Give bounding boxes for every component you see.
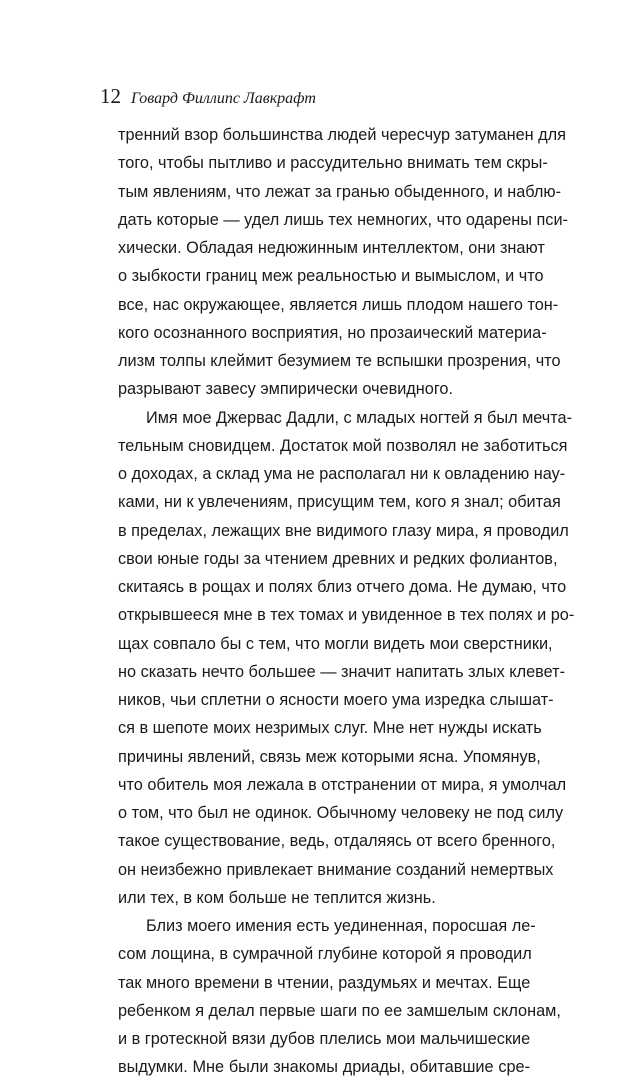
text-line: кого осознанного восприятия, но прозаический материа-	[118, 323, 547, 342]
text-line: свои юные годы за чтением древних и редких фолиантов,	[118, 549, 558, 568]
text-line: ников, чьи сплетни о ясности моего ума изредка слышат-	[118, 691, 554, 709]
text-line: ся в шепоте моих незримых слуг. Мне нет нужды искать	[118, 719, 542, 738]
text-line: того, чтобы пытливо и рассудительно внимать тем скры-	[118, 154, 548, 173]
text-line: тренний взор большинства людей чересчур затуманен для	[118, 126, 566, 144]
text-line: лизм толпы клеймит безумием те вспышки прозрения, что	[118, 352, 561, 370]
text-line: тым явлениям, что лежат за гранью обыденного, и наблю-	[118, 182, 561, 201]
text-line: ребенком я делал первые шаги по ее замшелым склонам,	[118, 1001, 561, 1020]
text-line: о том, что был не одинок. Обычному человеку не под силу	[118, 804, 564, 822]
running-title: Говард Филлипс Лавкрафт	[131, 90, 316, 107]
text-line: все, нас окружающее, является лишь плодом нашего тон-	[118, 295, 559, 314]
text-line: что обитель моя лежала в отстранении от мира, я умолчал	[118, 775, 567, 794]
text-line: такое существование, ведь, отдаляясь от всего бренного,	[118, 832, 556, 851]
text-line: дать которые — удел лишь тех немногих, что одарены пси-	[118, 210, 568, 229]
text-line: о зыбкости границ меж реальностью и вымыслом, и что	[118, 267, 544, 286]
text-line: он неизбежно привлекает внимание созданий немертвых	[118, 860, 554, 879]
text-line: или тех, в ком больше не теплится жизнь.	[118, 888, 436, 907]
text-line: Имя мое Джервас Дадли, с младых ногтей я был мечта-	[146, 408, 573, 427]
running-head	[100, 84, 316, 114]
text-line: выдумки. Мне были знакомы дриады, обитавшие сре-	[118, 1058, 530, 1077]
text-line: разрывают завесу эмпирически очевидного.	[118, 380, 454, 399]
text-line: сом лощина, в сумрачной глубине которой я проводил	[118, 945, 532, 964]
text-line: скитаясь в рощах и полях близ отчего дома. Не думаю, что	[118, 578, 567, 596]
text-line: открывшееся мне в тех томах и увиденное в тех полях и ро-	[118, 606, 575, 625]
text-line: щах совпало бы с тем, что могли видеть мои сверстники,	[118, 634, 553, 653]
text-line: но сказать нечто большее — значит напитать злых клевет-	[118, 662, 566, 681]
text-line: и в гротескной вязи дубов плелись мои мальчишеские	[118, 1030, 531, 1048]
text-line: так много времени в чтении, раздумьях и мечтах. Еще	[118, 973, 531, 992]
body-text	[118, 121, 575, 1082]
text-line: Близ моего имения есть уединенная, поросшая ле-	[146, 917, 536, 935]
text-line: ками, ни к увлечениям, присущим тем, кого я знал; обитая	[118, 493, 561, 512]
text-line: о доходах, а склад ума не располагал ни к овладению нау-	[118, 465, 566, 483]
text-line: тельным сновидцем. Достаток мой позволял не заботиться	[118, 436, 568, 455]
text-line: причины явлений, связь меж которыми ясна. Упомянув,	[118, 747, 541, 766]
page-number: 12	[100, 84, 121, 108]
text-line: хически. Обладая недюжинным интеллектом, они знают	[118, 239, 545, 257]
text-line: в пределах, лежащих вне видимого глазу мира, я проводил	[118, 521, 569, 540]
